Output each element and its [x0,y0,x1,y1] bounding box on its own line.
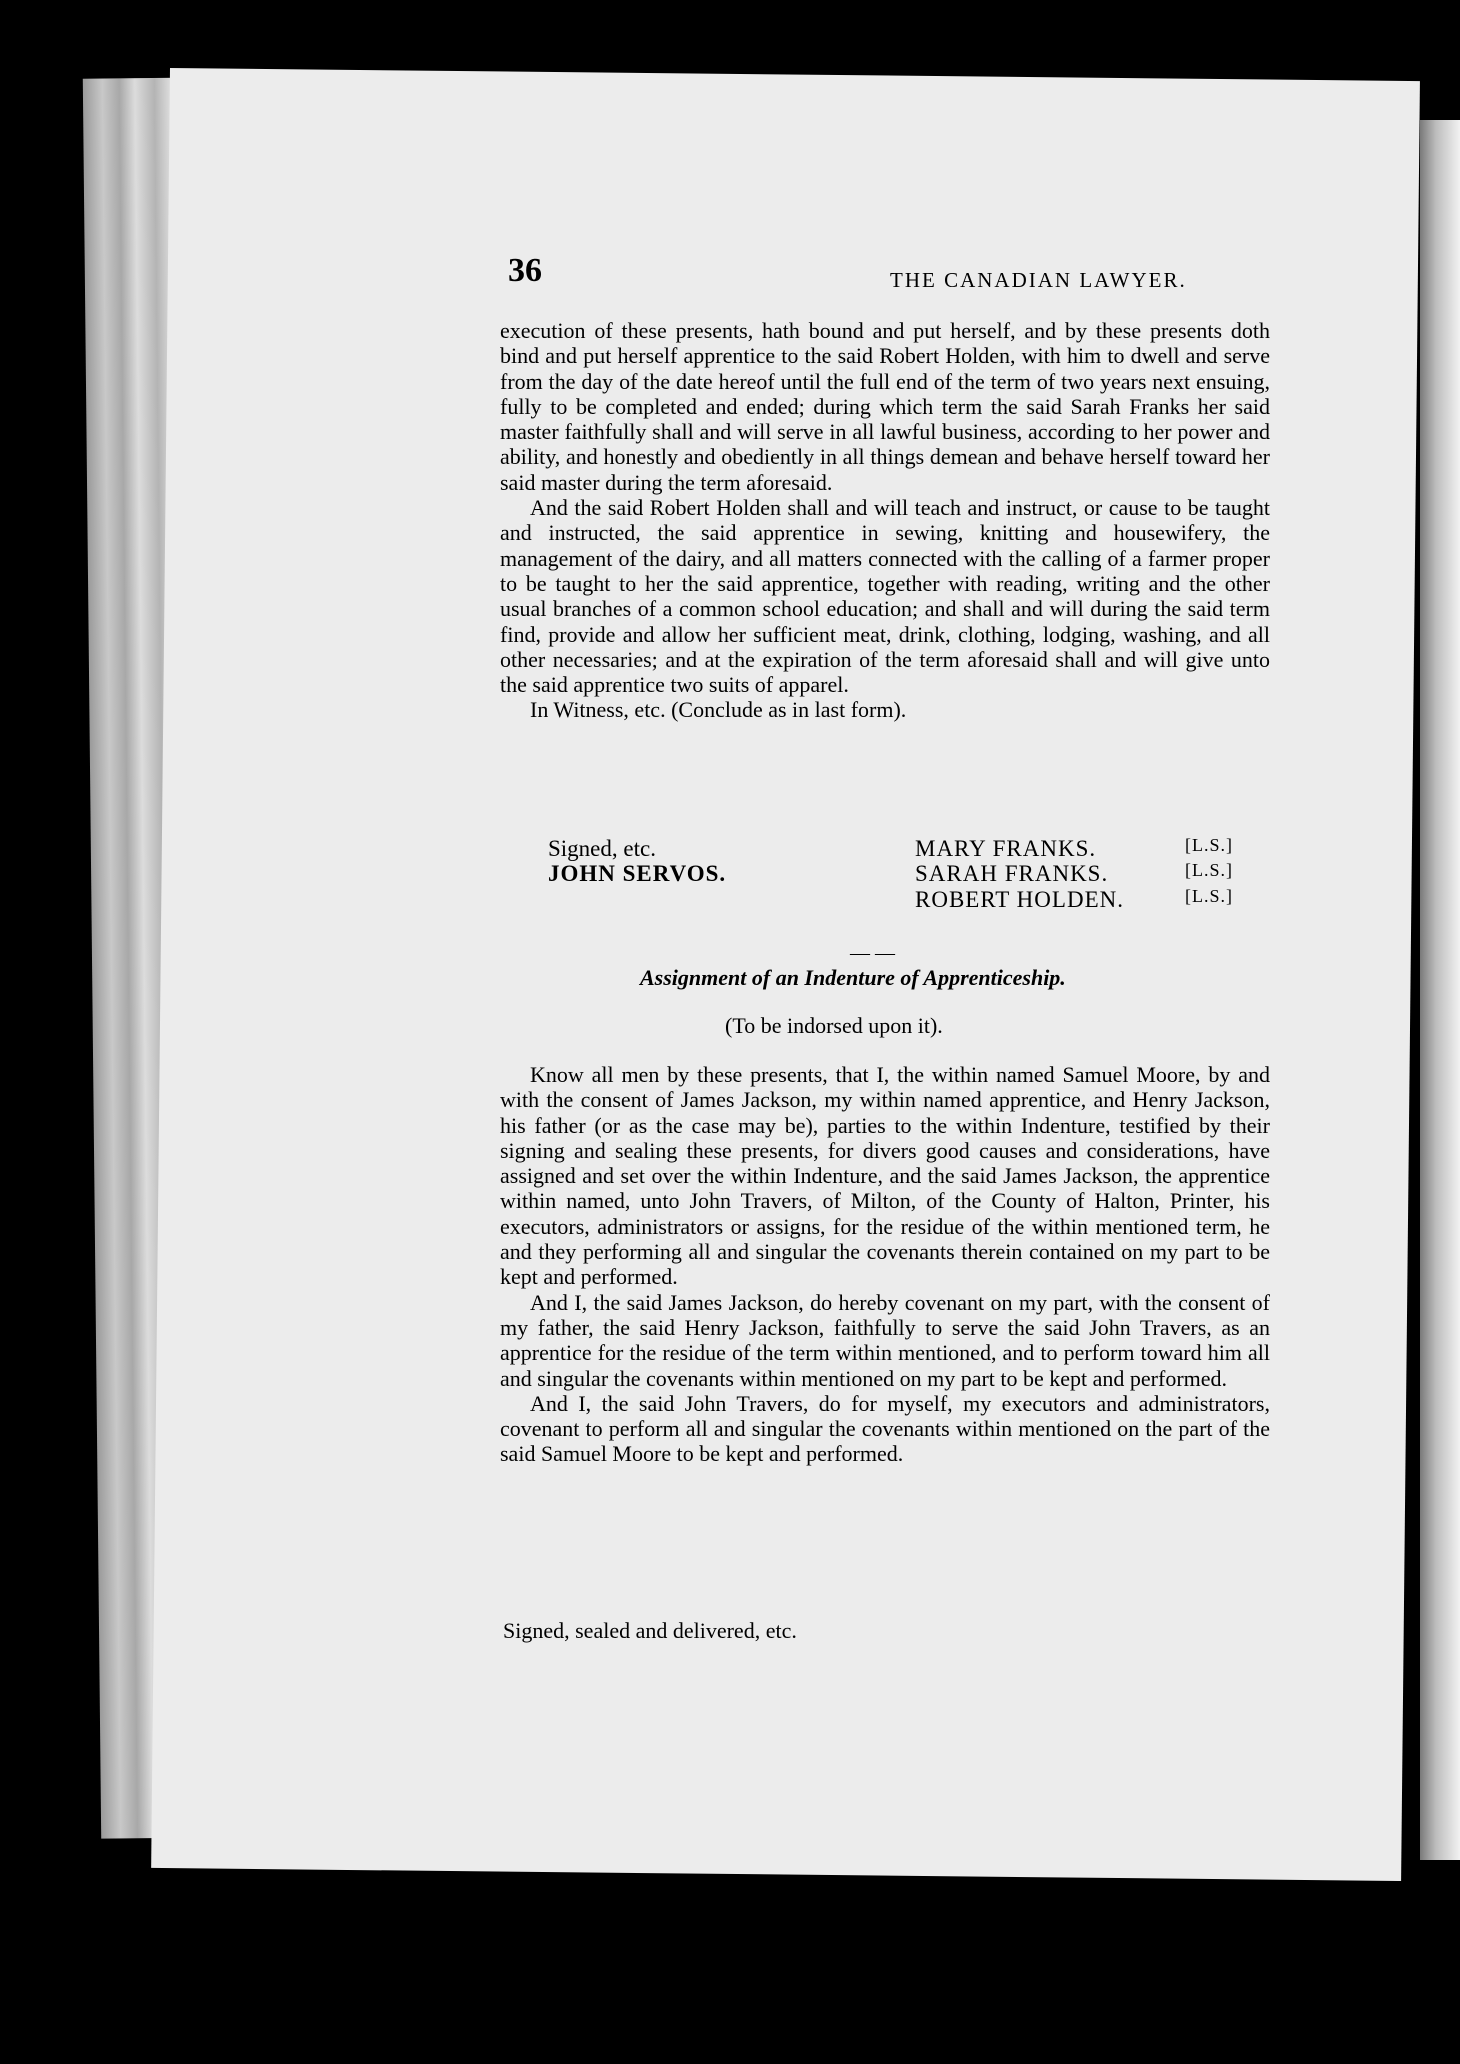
assignment-body [500,1062,1270,1467]
witness-name: JOHN SERVOS. [548,861,727,887]
section-title: Assignment of an Indenture of Apprenticeship. [640,965,1066,990]
section-subtitle: (To be indorsed upon it). [725,1013,943,1038]
signature-row [915,887,1233,912]
indenture-body [500,318,1270,723]
party-name: ROBERT HOLDEN. [915,886,1124,912]
section-divider: — — [850,942,895,964]
seal-mark: [L.S.] [1185,835,1233,855]
party-name: SARAH FRANKS. [915,861,1109,887]
body-paragraph: And I, the said John Travers, do for myself, my executors and administrators, covenant to perform all and singular the covenants within mentioned on the part of the said Samuel Moore to be kept and performed. [500,1390,1270,1467]
right-page-edge [1420,120,1460,1860]
signature-row [915,836,1233,861]
page-number: 36 [508,252,542,289]
witness-clause: In Witness, etc. (Conclude as in last form). [530,697,907,723]
signature-parties [915,836,1233,912]
body-paragraph: execution of these presents, hath bound and put herself, and by these presents doth bind and put herself apprentice to the said Robert Holden, with him to dwell and serve from the day of the date hereof until the full end of the term of two years next ensuing, fully to be completed and ended; during which term the said Sarah Franks her said master faithfully shall and will serve in all lawful business, according to her power and ability, and honestly and obediently in all things demean and behave herself toward her said master during the term aforesaid. [500,318,1270,495]
seal-mark: [L.S.] [1185,860,1233,881]
body-paragraph: And the said Robert Holden shall and will teach and instruct, or cause to be taught and instructed, the said apprentice in sewing, knitting and housewifery, the management of the dairy, and all matters connected with the calling of a farmer proper to be taught to her the said apprentice, together with reading, writing and the other usual branches of a common school education; and shall and will during the said term find, provide and allow her sufficient meat, drink, clothing, lodging, washing, and all other necessaries; and at the expiration of the term aforesaid shall and will give unto the said apprentice two suits of apparel. [500,495,1270,698]
party-name: MARY FRANKS. [915,836,1097,861]
signed-etc: Signed, etc. [548,836,656,861]
body-paragraph: And I, the said James Jackson, do hereby covenant on my part, with the consent of my father, the said Henry Jackson, faithfully to serve the said John Travers, as an apprentice for the residue of the term within mentioned, and to perform toward him all and singular the covenants within mentioned on my part to be kept and performed. [500,1289,1270,1391]
seal-mark: [L.S.] [1185,885,1233,906]
signature-row [915,861,1233,886]
body-paragraph: Know all men by these presents, that I, the within named Samuel Moore, by and with the consent of James Jackson, my within named apprentice, and Henry Jackson, his father (or as the case may be), parties to the within Indenture, testified by their signing and sealing these presents, for divers good causes and considerations, have assigned and set over the within Indenture, and the said James Jackson, the apprentice within named, unto John Travers, of Milton, of the County of Halton, Printer, his executors, administrators or assigns, for the residue of the within mentioned term, he and they performing all and singular the covenants therein contained on my part to be kept and performed. [500,1062,1270,1290]
signature-left [548,836,726,887]
running-head: THE CANADIAN LAWYER. [890,268,1187,292]
closing-line: Signed, sealed and delivered, etc. [503,1618,797,1643]
